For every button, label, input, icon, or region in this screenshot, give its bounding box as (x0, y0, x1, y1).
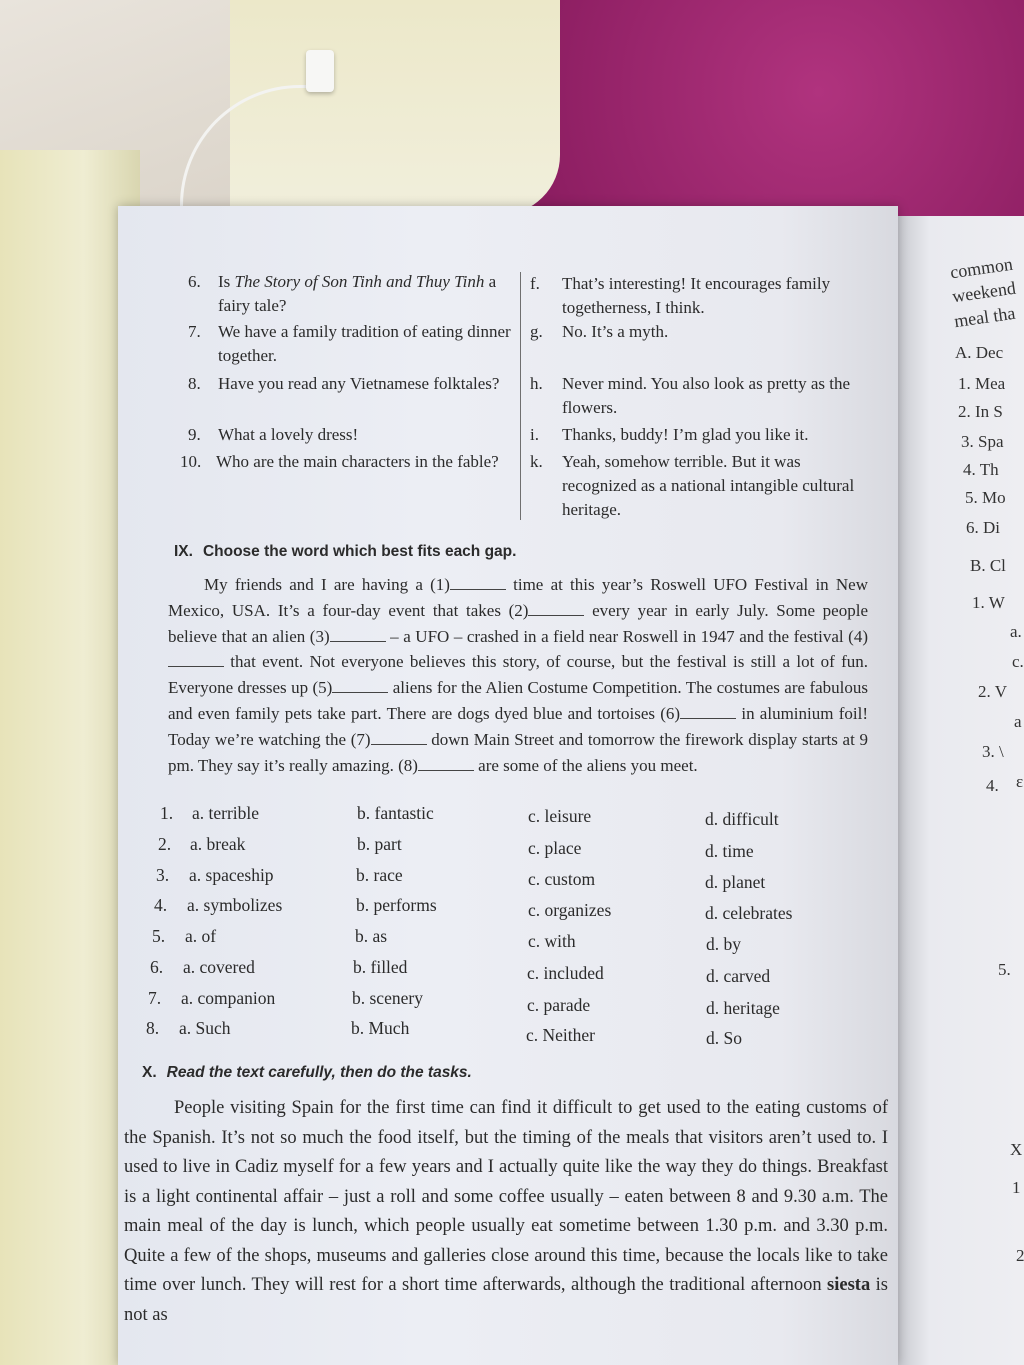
right-page-line: a. (1010, 622, 1022, 641)
passage-text: every year in early July. Some people believe that an alien (3) (168, 600, 868, 646)
right-page-line: 1. W (972, 593, 1005, 612)
right-page-line: 6. Di (966, 518, 1000, 537)
answer-gap[interactable] (330, 627, 386, 642)
option-c[interactable]: c. with (528, 931, 576, 952)
option-number: 6. (150, 957, 164, 977)
option-d[interactable]: d. planet (705, 872, 766, 893)
option-number: 7. (148, 988, 162, 1008)
passage-text: are some of the aliens you meet. (473, 755, 698, 775)
right-page-line: 1. Mea (958, 374, 1006, 393)
charger-icon (306, 50, 334, 92)
option-b[interactable]: b. fantastic (357, 803, 434, 823)
right-page-line: B. Cl (970, 556, 1006, 575)
option-d[interactable]: d. time (705, 840, 754, 861)
right-page-line: 3. Spa (961, 432, 1004, 451)
right-page-line: a (1014, 712, 1022, 731)
right-page-line: 4. (986, 776, 999, 795)
passage-text: in aluminium foil! Today we’re watching the (7) (168, 703, 868, 749)
right-page-line: 5. (998, 960, 1011, 979)
right-page-line: 1 (1012, 1178, 1021, 1197)
right-page-line: A. Dec (955, 343, 1004, 362)
passage-text: down Main Street and tomorrow the firework display starts at 9 pm. They say it’s really amazing. (8) (168, 729, 868, 775)
option-c[interactable]: c. leisure (528, 806, 592, 826)
passage-text: – a UFO – crashed in a field near Roswell in 1947 and the festival (4) (385, 626, 869, 646)
answer-gap[interactable] (418, 756, 474, 771)
passage-text: time at this year’s Roswell UFO Festival in New Mexico, USA. It’s a four-day event that takes (2) (168, 575, 868, 620)
answer-gap[interactable] (528, 601, 584, 616)
option-d[interactable]: d. carved (706, 966, 771, 986)
right-page-line: c. (1012, 652, 1024, 671)
option-c[interactable]: c. included (527, 963, 604, 983)
section-10-heading: X. Read the text carefully, then do the tasks. (142, 1064, 472, 1081)
right-page-line: 5. Mo (965, 488, 1006, 507)
option-a[interactable]: a. covered (183, 957, 255, 977)
option-b[interactable]: b. filled (353, 957, 408, 977)
answer-gap[interactable] (450, 575, 506, 590)
option-b[interactable]: b. race (356, 865, 403, 885)
option-d[interactable]: d. difficult (705, 809, 779, 829)
option-number: 2. (158, 834, 172, 854)
option-number: 3. (156, 865, 170, 885)
answer-gap[interactable] (332, 678, 388, 693)
option-b[interactable]: b. scenery (352, 988, 423, 1008)
answer-gap[interactable] (371, 730, 427, 745)
option-a[interactable]: a. terrible (192, 803, 260, 823)
passage-text: My friends and I are having a (1) (204, 575, 450, 594)
option-c[interactable]: c. place (528, 837, 582, 858)
option-b[interactable]: b. performs (356, 895, 437, 915)
option-c[interactable]: c. organizes (528, 899, 612, 920)
right-page-line: 3. \ (982, 742, 1004, 761)
right-page-line: 2 (1016, 1246, 1024, 1265)
option-d[interactable]: d. So (706, 1028, 742, 1049)
section-9-passage (168, 572, 868, 778)
option-d[interactable]: d. heritage (706, 997, 780, 1018)
option-a[interactable]: a. break (190, 834, 246, 854)
option-c[interactable]: c. custom (528, 869, 596, 890)
option-c[interactable]: c. parade (527, 994, 591, 1015)
option-b[interactable]: b. Much (351, 1018, 410, 1038)
option-d[interactable]: d. celebrates (705, 902, 793, 923)
passage-text: that event. Not everyone believes this story, of course, but the festival is still a lot of fun. Everyone dresses up (5) (168, 652, 868, 698)
option-number: 4. (154, 895, 168, 915)
option-a[interactable]: a. Such (179, 1018, 231, 1038)
option-a[interactable]: a. companion (181, 988, 276, 1008)
option-b[interactable]: b. part (357, 834, 402, 854)
right-page-line: X (1010, 1140, 1023, 1159)
right-page-line: 2. In S (958, 402, 1003, 421)
option-number: 1. (160, 803, 174, 823)
right-page-line: 2. V (978, 682, 1007, 701)
passage-text: aliens for the Alien Costume Competition. The costumes are fabulous and even family pets take part. There are dogs dyed blue and tortoises (6) (168, 678, 868, 723)
option-a[interactable]: a. spaceship (189, 865, 274, 885)
section-9-heading: IX. Choose the word which best fits each gap. (174, 543, 517, 560)
right-page-line: weekend (950, 277, 1017, 307)
option-d[interactable]: d. by (706, 934, 741, 955)
option-a[interactable]: a. of (185, 926, 217, 946)
answer-gap[interactable] (168, 652, 224, 667)
option-number: 8. (146, 1018, 160, 1038)
option-a[interactable]: a. symbolizes (187, 895, 283, 915)
section-10-passage: People visiting Spain for the first time can find it difficult to get used to the eating customs of the Spanish. It’s not so much the food itself, but the timing of the meals that visitors aren’t used to. I used to live in Cadiz myself for a few years and I actually quite like the way they do things. Breakfast is a light continental affair – just a roll and some coffee usually – eaten between 8 and 9.30 a.m. The main meal of the day is lunch, which people usually eat sometime between 1.30 p.m. and 3.30 p.m. Quite a few of the shops, museums and galleries close around this time, because the locals like to take time over lunch. They will rest for a short time afterwards, although the traditional afternoon siesta is not as (124, 1098, 888, 1325)
right-page-line: meal tha (952, 302, 1017, 332)
right-page-line: common (948, 253, 1015, 283)
option-c[interactable]: c. Neither (526, 1025, 595, 1046)
option-b[interactable]: b. as (355, 926, 388, 946)
right-page-line: ε (1016, 772, 1024, 791)
matching-divider (520, 272, 521, 520)
option-number: 5. (152, 926, 166, 946)
answer-gap[interactable] (680, 704, 736, 719)
right-page-line: 4. Th (963, 460, 999, 479)
